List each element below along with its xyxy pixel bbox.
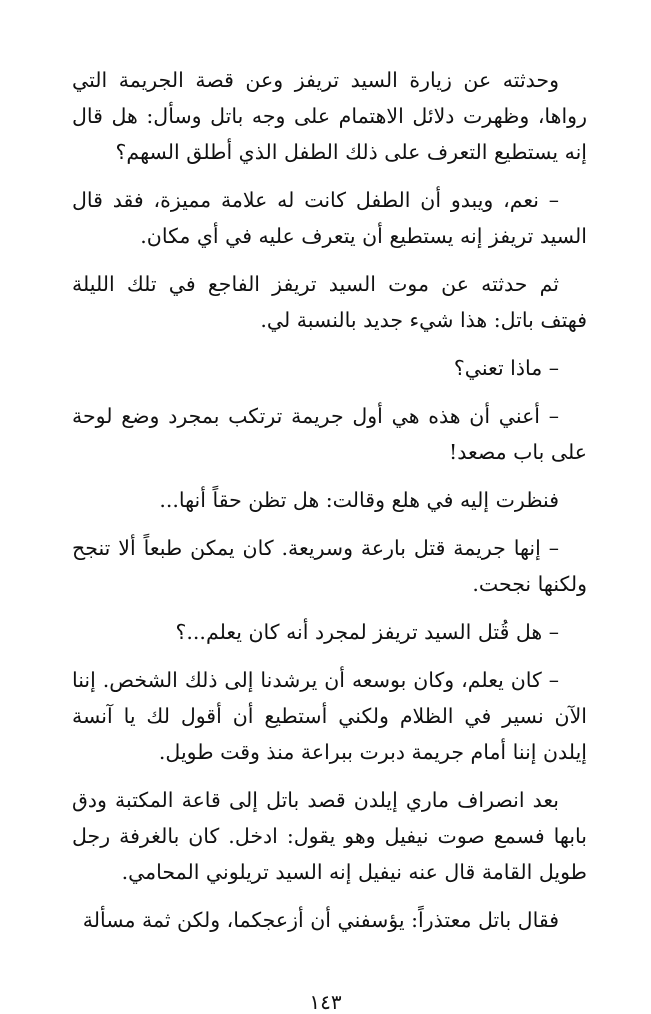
paragraph: فنظرت إليه في هلع وقالت: هل تظن حقاً أنها... (159, 488, 559, 512)
paragraph: – أعني أن هذه هي أول جريمة ترتكب بمجرد وضع لوحة على باب مصعد! (72, 404, 587, 464)
paragraph: وحدثته عن زيارة السيد تريفز وعن قصة الجريمة التي رواها، وظهرت دلائل الاهتمام على وجه باتل وسأل: هل قال إنه يستطيع التعرف على ذلك الطفل الذي أطلق السهم؟ (72, 68, 587, 164)
paragraph: – هل قُتل السيد تريفز لمجرد أنه كان يعلم...؟ (175, 620, 559, 644)
paragraph: – كان يعلم، وكان بوسعه أن يرشدنا إلى ذلك الشخص. إننا الآن نسير في الظلام ولكني أستطيع أن أقول لك يا آنسة إيلدن إننا أمام جريمة دبرت ببراعة منذ وقت طويل. (72, 668, 587, 764)
paragraph: بعد انصراف ماري إيلدن قصد باتل إلى قاعة المكتبة ودق بابها فسمع صوت نيفيل وهو يقول: ادخل. كان بالغرفة رجل طويل القامة قال عنه نيفيل إنه السيد تريلوني المحامي. (72, 788, 587, 884)
paragraph: – إنها جريمة قتل بارعة وسريعة. كان يمكن طبعاً ألا تنجح ولكنها نجحت. (72, 536, 587, 596)
paragraph: ثم حدثته عن موت السيد تريفز الفاجع في تلك الليلة فهتف باتل: هذا شيء جديد بالنسبة لي. (72, 272, 587, 332)
paragraph: – ماذا تعني؟ (453, 356, 559, 380)
book-page (72, 62, 587, 950)
paragraph: – نعم، ويبدو أن الطفل كانت له علامة مميزة، فقد قال السيد تريفز إنه يستطيع أن يتعرف عليه في أي مكان. (72, 188, 587, 248)
page-number: ١٤٣ (309, 990, 342, 1014)
paragraph: فقال باتل معتذراً: يؤسفني أن أزعجكما، ولكن ثمة مسألة (82, 908, 559, 932)
